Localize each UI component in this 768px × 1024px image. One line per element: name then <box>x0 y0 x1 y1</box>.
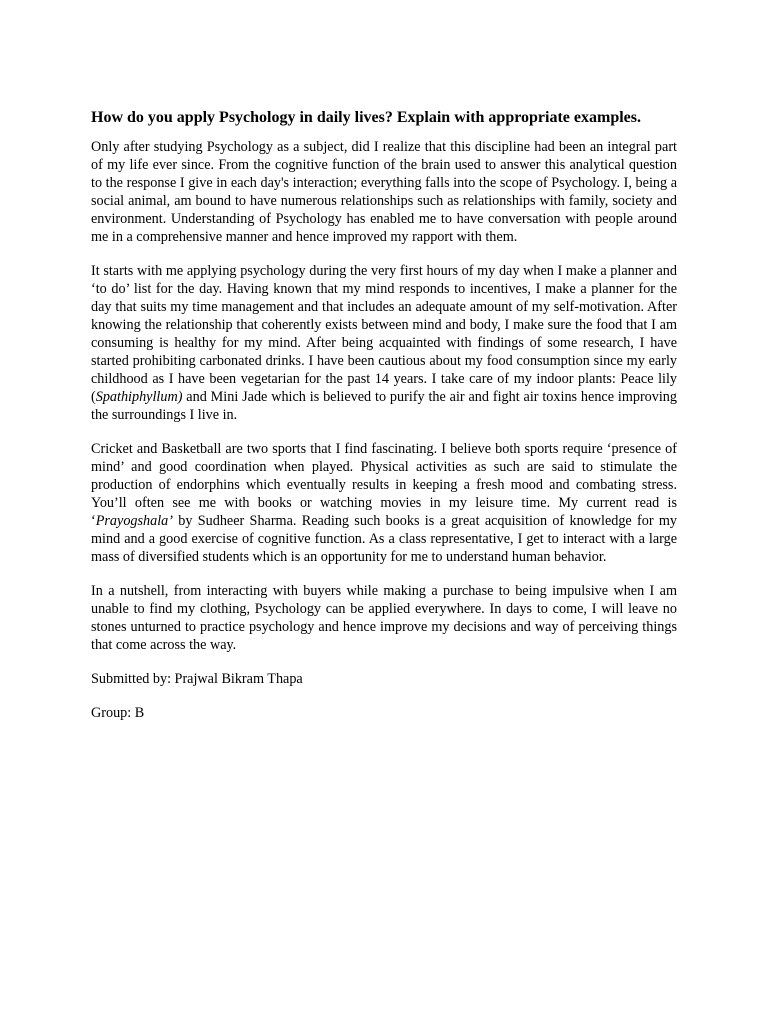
paragraph-intro: Only after studying Psychology as a subject, did I realize that this discipline had been an integral part of my life ever since. From the cognitive function of the brain used to answer this analytical question to the response I give in each day's interaction; everything falls into the scope of Psychology. I, being a social animal, am bound to have numerous relationships such as relationships with family, society and environment. Understanding of Psychology has enabled me to have conversation with people around me in a comprehensive manner and hence improved my rapport with them. <box>91 139 677 245</box>
submitted-by: Submitted by: Prajwal Bikram Thapa <box>91 671 303 687</box>
paragraph-daily-routine-text-b: and Mini Jade which is believed to purify the air and fight air toxins hence improving the surroundings I live in. <box>91 389 677 423</box>
paragraph-hobbies-text-b: by Sudheer Sharma. Reading such books is a great acquisition of knowledge for my mind and a good exercise of cognitive function. As a class representative, I get to interact with a large mass of diversified students which is an opportunity for me to understand human behavior. <box>91 513 677 565</box>
paragraph-hobbies-text-a: Cricket and Basketball are two sports that I find fascinating. I believe both sports require ‘presence of mind’ and good coordination when played. Physical activities as such are said to stimulate the production of endorphins which eventually results in keeping a fresh mood and combating stress. You’ll often see me with books or watching movies in my leisure time. My current read is ‘ <box>91 441 677 529</box>
document-heading: How do you apply Psychology in daily lives? Explain with appropriate examples. <box>91 109 642 126</box>
paragraph-daily-routine <box>91 262 677 424</box>
paragraph-daily-routine-italic: Spathiphyllum) <box>95 389 183 405</box>
paragraph-conclusion: In a nutshell, from interacting with buyers while making a purchase to being impulsive when I am unable to find my clothing, Psychology can be applied everywhere. In days to come, I will leave no stones unturned to practice psychology and hence improve my decisions and way of perceiving things that come across the way. <box>91 583 677 653</box>
paragraph-daily-routine-text-a: It starts with me applying psychology during the very first hours of my day when I make a planner and ‘to do’ list for the day. Having known that my mind responds to incentives, I make a planner for the day that suits my time management and that includes an adequate amount of my self-motivation. After knowing the relationship that coherently exists between mind and body, I make sure the food that I am consuming is healthy for my mind. After being acquainted with findings of some research, I have started prohibiting carbonated drinks. I have been cautious about my food consumption since my early childhood as I have been vegetarian for the past 14 years. I take care of my indoor plants: Peace lily ( <box>91 263 677 405</box>
paragraph-hobbies-italic: Prayogshala’ <box>95 513 173 529</box>
group-label: Group: B <box>91 705 145 721</box>
paragraph-hobbies <box>91 440 677 566</box>
document-page <box>91 108 677 738</box>
